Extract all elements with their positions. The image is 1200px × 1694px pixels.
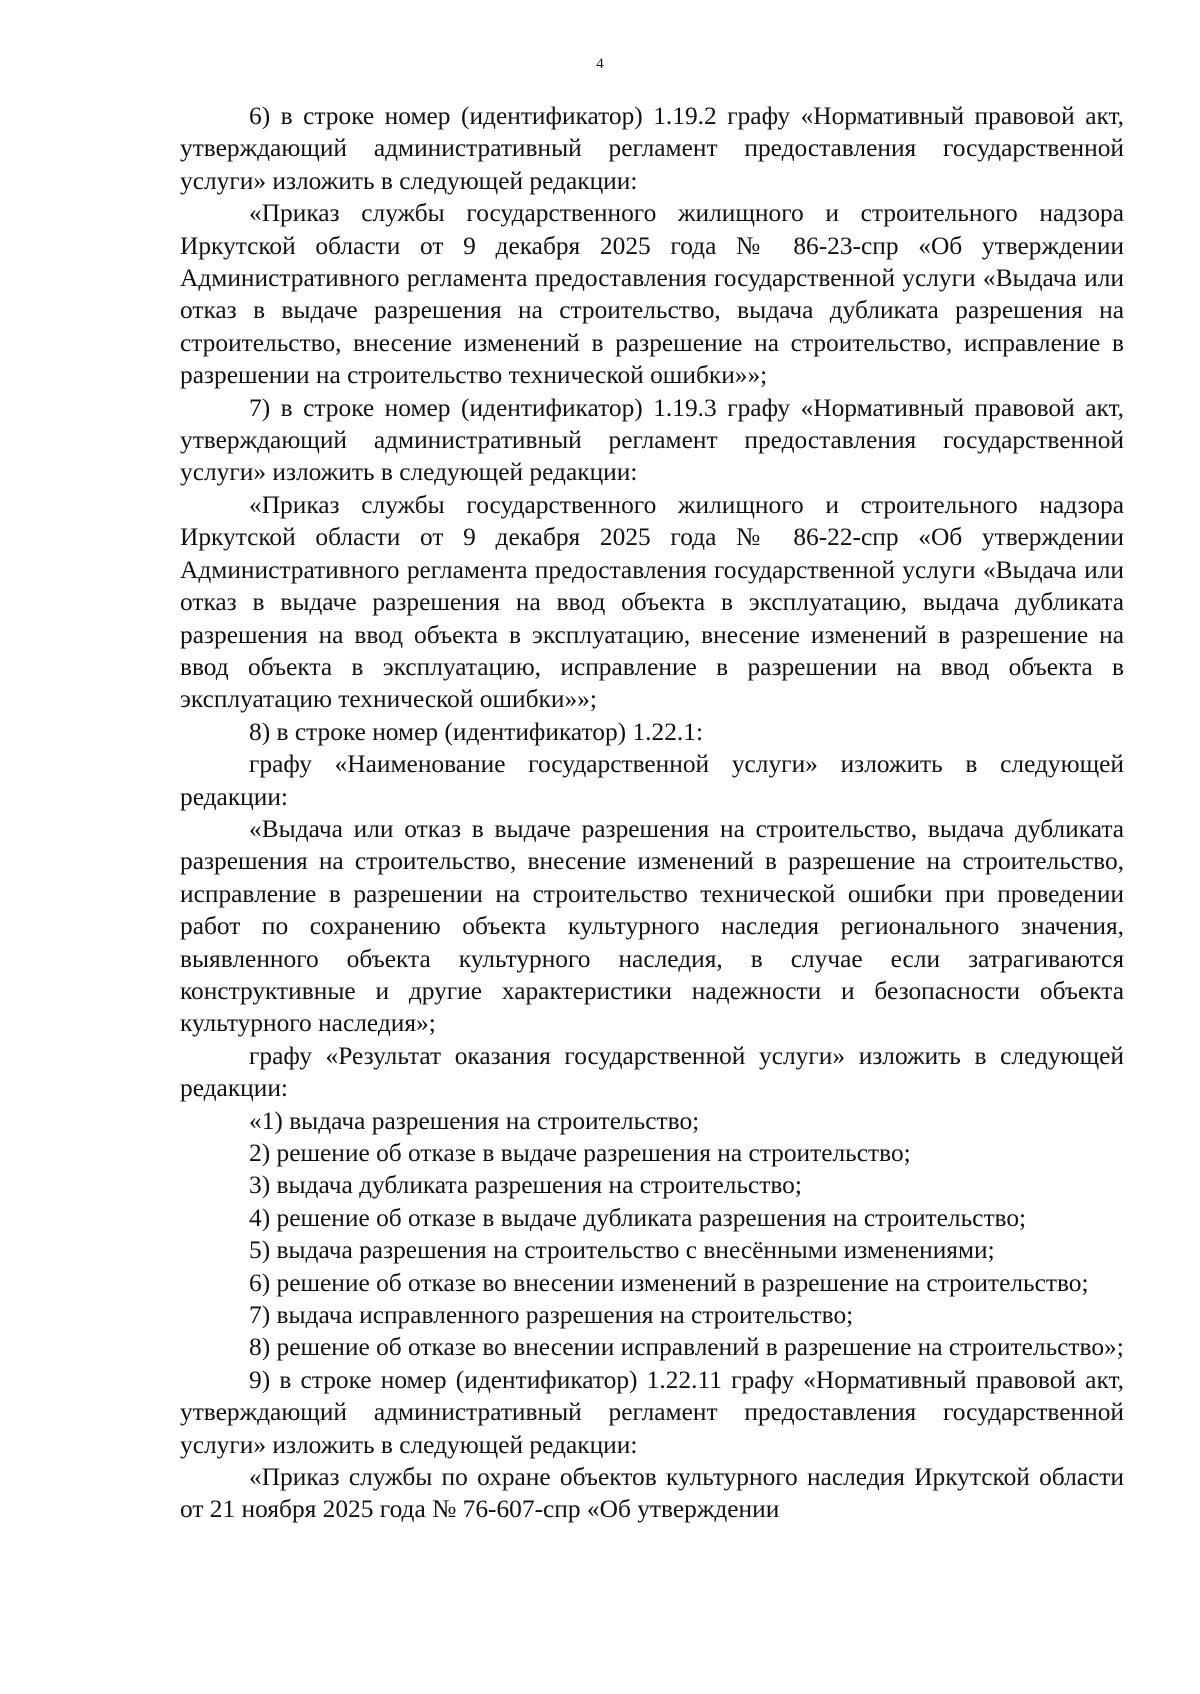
page-number: 4 [596, 56, 604, 72]
result-list-item-2: 2) решение об отказе в выдаче разрешения на строительство; [249, 1139, 911, 1167]
paragraph-order-1-19-2: «Приказ службы государственного жилищного и строительного надзора Иркутской области от 9 декабря 2025 года № 86-23-спр «Об утверждении Административного регламента предоставления государственной услуги «Выдача или отказ в выдаче разрешения на строительство, выдача дубликата разрешения на строительство, внесение изменений в разрешение на строительство, исправление в разрешении на строительство технической ошибки»»; [180, 199, 1124, 390]
result-list-item-4: 4) решение об отказе в выдаче дубликата разрешения на строительство; [249, 1203, 1027, 1232]
paragraph-order-1-22-11: «Приказ службы по охране объектов культурного наследия Иркутской области от 21 ноября 2025 года № 76-607-спр «Об утверждении [180, 1463, 1124, 1524]
paragraph-item-6: 6) в строке номер (идентификатор) 1.19.2 графу «Нормативный правовой акт, утверждающий административный регламент предоставления государственной услуги» изложить в следующей редакции: [180, 102, 1124, 195]
paragraph-result-heading: графу «Результат оказания государственной услуги» изложить в следующей редакции: [180, 1041, 1124, 1103]
document-body [180, 100, 1124, 1526]
result-list-item-8: 8) решение об отказе во внесении исправлений в разрешение на строительство»; [249, 1333, 1124, 1362]
paragraph-service-name-heading: графу «Наименование государственной услуги» изложить в следующей редакции: [180, 750, 1124, 811]
paragraph-order-1-19-3: «Приказ службы государственного жилищного и строительного надзора Иркутской области от 9 декабря 2025 года № 86-22-спр «Об утверждении Административного регламента предоставления государственной услуги «Выдача или отказ в выдаче разрешения на ввод объекта в эксплуатацию, выдача дубликата разрешения на ввод объекта в эксплуатацию, внесение изменений в разрешение на ввод объекта в эксплуатацию, исправление в разрешении на ввод объекта в эксплуатацию технической ошибки»»; [180, 490, 1124, 714]
result-list-item-3: 3) выдача дубликата разрешения на строительство; [249, 1171, 802, 1200]
paragraph-service-name-text: «Выдача или отказ в выдаче разрешения на строительство, выдача дубликата разрешения на строительство, внесение изменений в разрешение на строительство, исправление в разрешении на строительство технической ошибки при проведении работ по сохранению объекта культурного наследия регионального значения, выявленного объекта культурного наследия, в случае если затрагиваются конструктивные и другие характеристики надежности и безопасности объекта культурного наследия»; [180, 814, 1124, 1038]
result-list-item-6: 6) решение об отказе во внесении изменений в разрешение на строительство; [249, 1268, 1089, 1297]
result-list-item-1: «1) выдача разрешения на строительство; [249, 1106, 700, 1135]
paragraph-item-8: 8) в строке номер (идентификатор) 1.22.1: [249, 717, 703, 746]
result-list-item-5: 5) выдача разрешения на строительство с внесёнными изменениями; [249, 1236, 995, 1265]
result-list-item-7: 7) выдача исправленного разрешения на строительство; [249, 1301, 854, 1330]
paragraph-item-7: 7) в строке номер (идентификатор) 1.19.3 графу «Нормативный правовой акт, утверждающий административный регламент предоставления государственной услуги» изложить в следующей редакции: [180, 393, 1124, 487]
paragraph-item-9: 9) в строке номер (идентификатор) 1.22.11 графу «Нормативный правовой акт, утверждающий административный регламент предоставления государственной услуги» изложить в следующей редакции: [180, 1365, 1124, 1459]
